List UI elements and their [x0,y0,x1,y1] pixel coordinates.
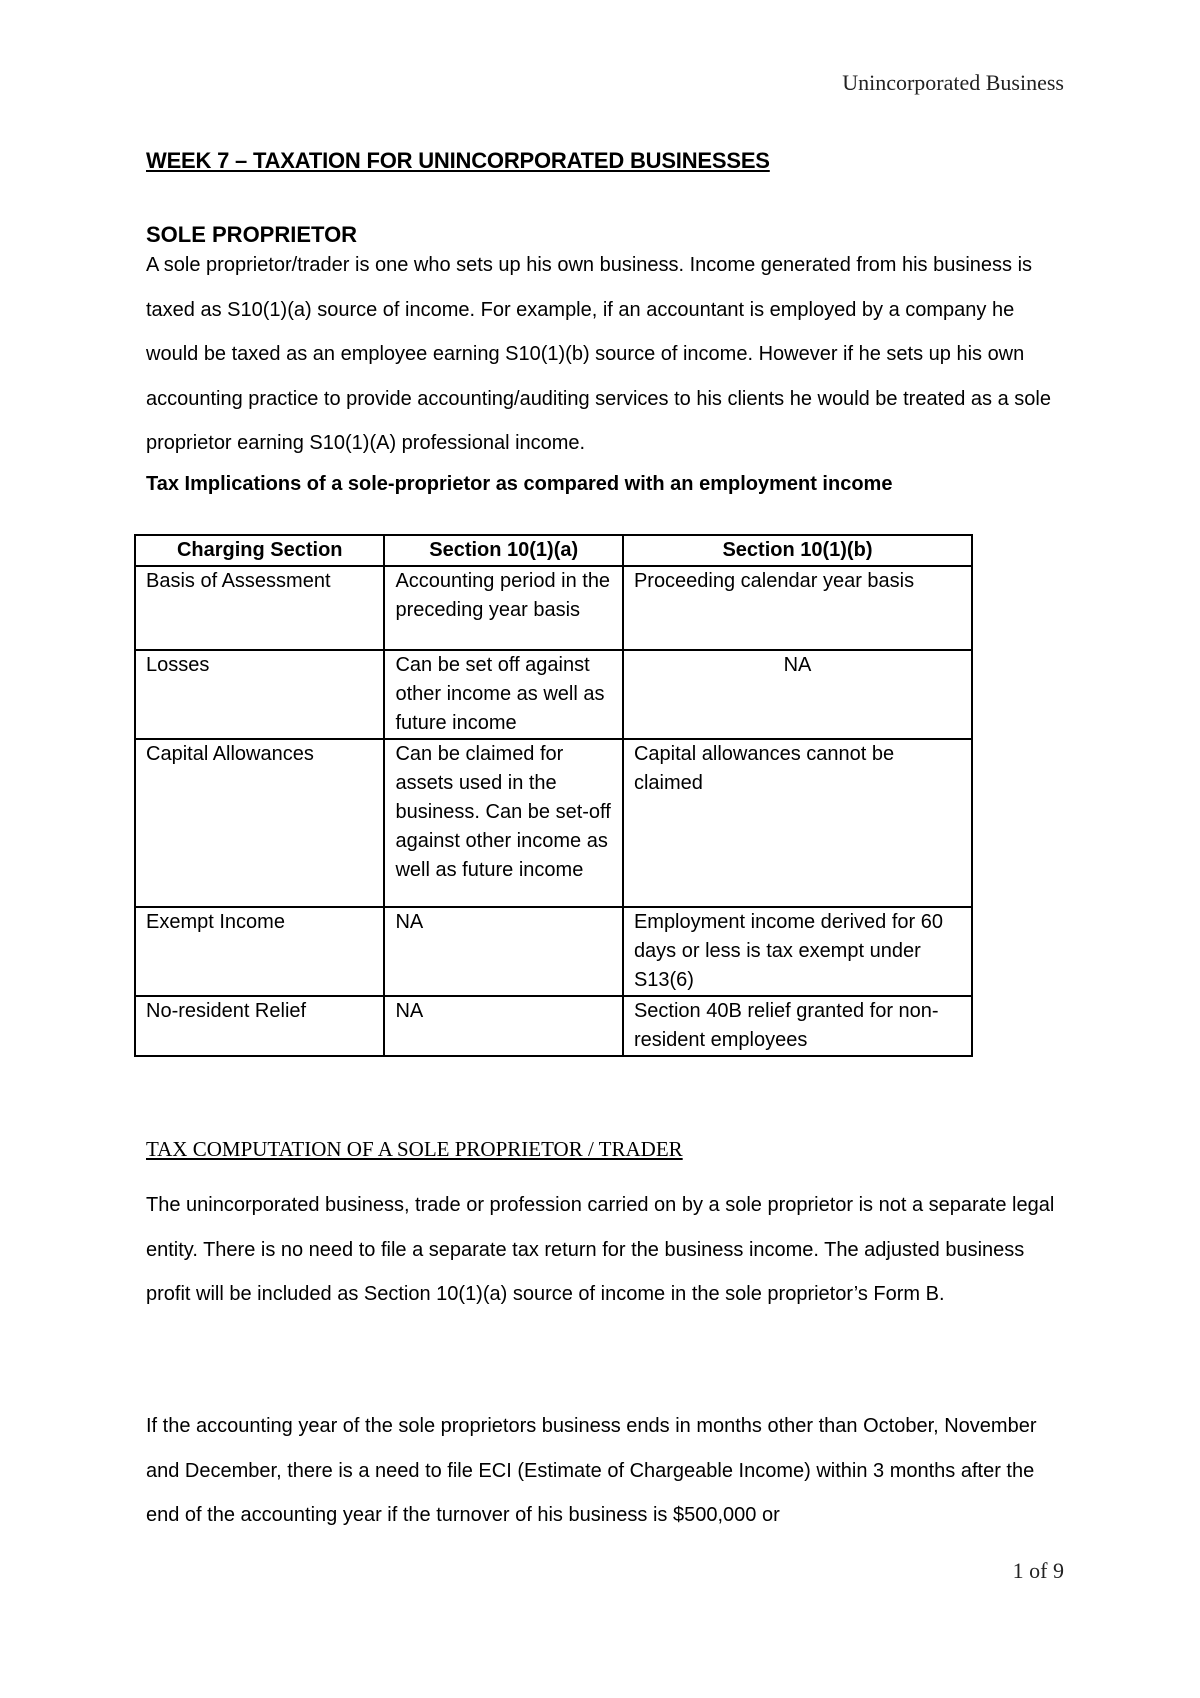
table-cell: Employment income derived for 60 days or less is tax exempt under S13(6) [623,907,972,996]
table-cell: Section 40B relief granted for non-resident employees [623,996,972,1056]
page-number: 1 of 9 [1012,1558,1064,1583]
table-cell: No-resident Relief [135,996,384,1056]
table-row [135,650,972,739]
table-cell: Can be claimed for assets used in the business. Can be set-off against other income as well as future income [384,739,622,907]
table-row [135,739,972,907]
computation-paragraph: The unincorporated business, trade or profession carried on by a sole proprietor is not a separate legal entity. There is no need to file a separate tax return for the business income. The adjusted business profit will be included as Section 10(1)(a) source of income in the sole proprietor’s Form B. [146,1194,1055,1305]
document-title: WEEK 7 – TAXATION FOR UNINCORPORATED BUSINESSES [146,148,770,173]
intro-paragraph: A sole proprietor/trader is one who sets up his own business. Income generated from his business is taxed as S10(1)(a) source of income. For example, if an accountant is employed by a company he would be taxed as an employee earning S10(1)(b) source of income. However if he sets up his own accounting practice to provide accounting/auditing services to his clients he would be treated as a sole proprietor earning S10(1)(A) professional income. [146,254,1051,454]
table-row [135,996,972,1056]
table-cell: Capital allowances cannot be claimed [623,739,972,907]
computation-paragraph: If the accounting year of the sole proprietors business ends in months other than October, November and December, there is a need to file ECI (Estimate of Chargeable Income) within 3 months after the end of the accounting year if the turnover of his business is $500,000 or [146,1415,1037,1526]
computation-heading: TAX COMPUTATION OF A SOLE PROPRIETOR / TRADER [146,1137,683,1161]
table-cell: Basis of Assessment [135,566,384,650]
table-header-cell: Section 10(1)(a) [384,535,622,566]
running-header: Unincorporated Business [842,70,1064,95]
tax-comparison-table [134,534,973,1057]
table-cell: NA [623,650,972,739]
section-heading: SOLE PROPRIETOR [146,222,358,247]
table-cell: NA [384,907,622,996]
table-caption: Tax Implications of a sole-proprietor as compared with an employment income [146,473,893,495]
table-cell: Capital Allowances [135,739,384,907]
table-cell: Proceeding calendar year basis [623,566,972,650]
table-row [135,907,972,996]
table-cell: NA [384,996,622,1056]
table-cell: Losses [135,650,384,739]
table-cell: Exempt Income [135,907,384,996]
table-cell: Accounting period in the preceding year basis [384,566,622,650]
table-header-cell: Section 10(1)(b) [623,535,972,566]
table-header-row [135,535,972,566]
table-row [135,566,972,650]
table-cell: Can be set off against other income as well as future income [384,650,622,739]
table-header-cell: Charging Section [135,535,384,566]
